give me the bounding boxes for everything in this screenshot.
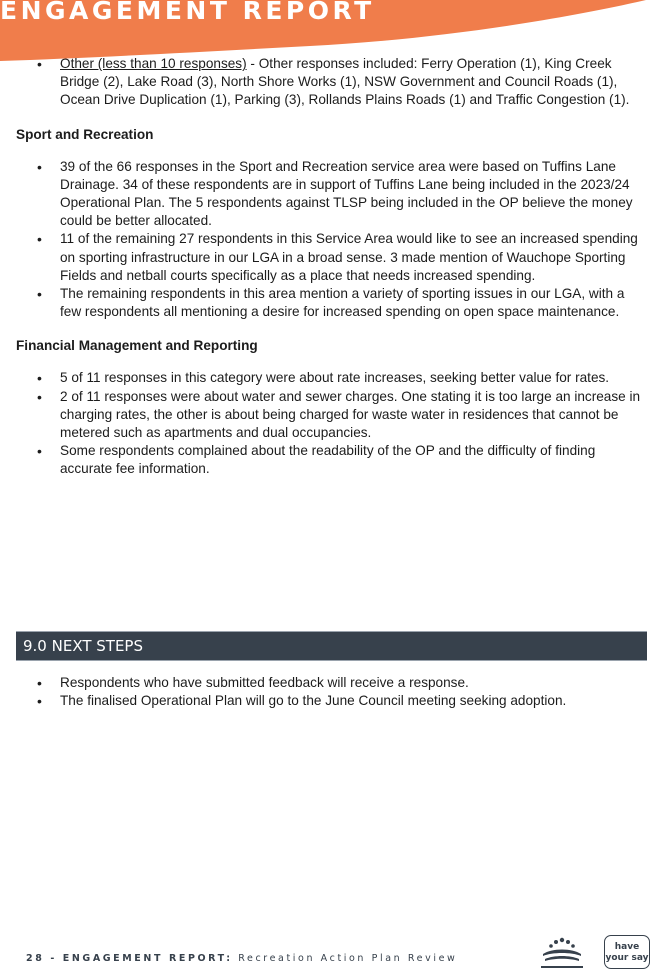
other-responses-list [16, 55, 652, 110]
sport-list [16, 158, 652, 322]
list-item-lead: Other (less than 10 responses) [60, 56, 247, 71]
list-item: • 11 of the remaining 27 respondents in this Service Area would like to see an increased spending on sporting infrastructure in our LGA in a broad sense. 3 made mention of Wauchope Sporting Fields and netball courts specifically as a place that needs increased spending. [60, 230, 652, 285]
footer-separator: - [44, 953, 63, 964]
next-steps-list [16, 674, 652, 710]
footer-report-name: Recreation Action Plan Review [232, 953, 458, 964]
sport-heading: Sport and Recreation [16, 126, 154, 142]
list-item: • 2 of 11 responses were about water and sewer charges. One stating it is too large an increase in charging rates, the other is about being charged for waste water in residences that cannot be metered such as apartments and dual occupancies. [60, 388, 652, 443]
list-item-text: - Other responses included: Ferry Operation (1), King Creek Bridge (2), Lake Road (3), North Shore Works (1), NSW Government and Council Roads (1), Ocean Drive Duplication (1), Parking (3), Rollands Plains Roads (1) and Traffic Congestion (1). [60, 56, 630, 108]
list-item: • The remaining respondents in this area mention a variety of sporting issues in our LGA, with a few respondents all mentioning a desire for increased spending on open space maintenance. [60, 285, 652, 321]
page-footer [26, 953, 457, 964]
list-item: • 39 of the 66 responses in the Sport and Recreation service area were based on Tuffins Lane Drainage. 34 of these respondents are in support of Tuffins Lane being included in the 2023/24 Operational Plan. The 5 respondents against TLSP being included in the OP believe the money could be better allocated. [60, 158, 652, 231]
have-your-say-logo-text: have your say [605, 942, 649, 963]
page-number: 28 [26, 953, 45, 964]
financial-heading: Financial Management and Reporting [16, 338, 258, 354]
list-item: • Some respondents complained about the readability of the OP and the difficulty of finding accurate fee information. [60, 442, 652, 478]
list-item [60, 55, 652, 110]
report-title: ENGAGEMENT REPORT [0, 0, 375, 25]
footer-report-label: ENGAGEMENT REPORT: [62, 953, 233, 964]
have-your-say-logo [604, 935, 650, 969]
council-logo [537, 934, 587, 970]
next-steps-section-bar [16, 631, 647, 661]
list-item: • Respondents who have submitted feedback will receive a response. [60, 674, 652, 692]
council-logo-icon [537, 934, 587, 970]
next-steps-content [16, 674, 652, 710]
next-steps-heading: 9.0 NEXT STEPS [23, 637, 143, 655]
list-item: • 5 of 11 responses in this category were about rate increases, seeking better value for rates. [60, 369, 652, 387]
list-item: • The finalised Operational Plan will go to the June Council meeting seeking adoption. [60, 692, 652, 710]
report-body [16, 55, 652, 479]
financial-list [16, 369, 652, 478]
